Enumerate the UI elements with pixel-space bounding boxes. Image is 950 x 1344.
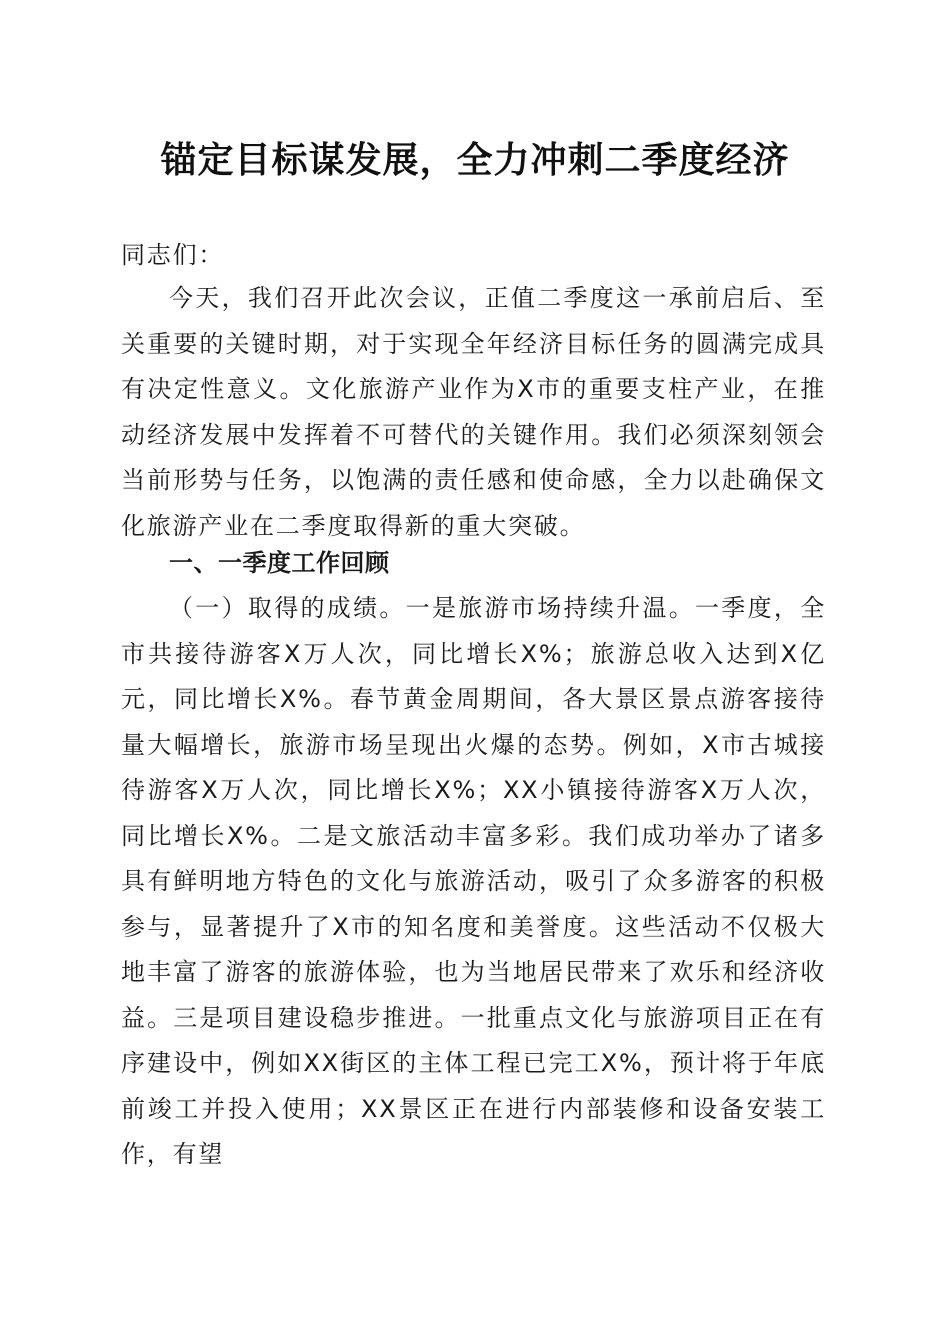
document-title: 锚定目标谋发展，全力冲刺二季度经济 — [160, 139, 790, 181]
section-heading — [121, 541, 826, 587]
section-heading-text: 一、一季度工作回顾 — [169, 549, 390, 577]
section-paragraph: （一）取得的成绩。一是旅游市场持续升温。一季度，全市共接待游客X万人次，同比增长X%；旅游总收入达到X亿元，同比增长X%。春节黄金周期间，各大景区景点游客接待量大幅增长，旅游市场呈现出火爆的态势。例如，X市古城接待游客X万人次，同比增长X%；XX小镇接待游客X万人次，同比增长X%。二是文旅活动丰富多彩。我们成功举办了诸多具有鲜明地方特色的文化与旅游活动，吸引了众多游客的积极参与，显著提升了X市的知名度和美誉度。这些活动不仅极大地丰富了游客的旅游体验，也为当地居民带来了欢乐和经济收益。三是项目建设稳步推进。一批重点文化与旅游项目正在有序建设中，例如XX街区的主体工程已完工X%，预计将于年底前竣工并投入使用；XX景区正在进行内部装修和设备安装工作，有望 — [121, 594, 826, 1168]
intro-paragraph: 今天，我们召开此次会议，正值二季度这一承前启后、至关重要的关键时期，对于实现全年经济目标任务的圆满完成具有决定性意义。文化旅游产业作为X市的重要支柱产业，在推动经济发展中发挥着不可替代的关键作用。我们必须深刻领会当前形势与任务，以饱满的责任感和使命感，全力以赴确保文化旅游产业在二季度取得新的重大突破。 — [121, 284, 826, 540]
salutation: 同志们： — [121, 241, 225, 269]
